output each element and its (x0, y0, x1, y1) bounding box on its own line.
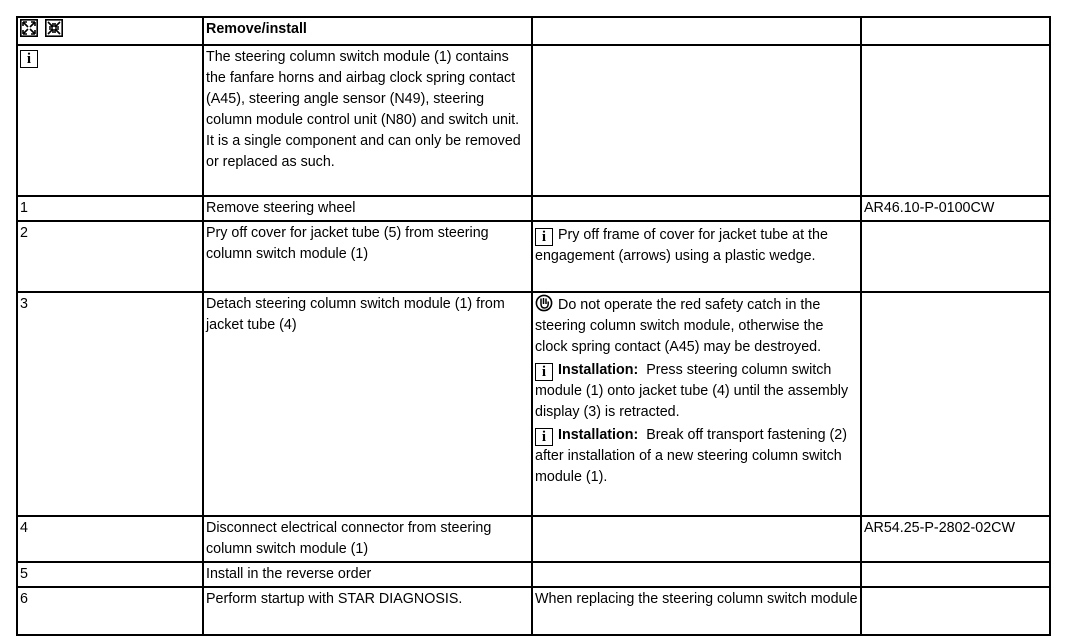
step-reference-link[interactable]: AR46.10-P-0100CW (861, 196, 1050, 221)
installation-text: Press steering column switch module (1) onto jacket tube (4) until the assembly display (3) is retracted. (535, 362, 849, 420)
step-number: 5 (17, 562, 203, 587)
step-notes (532, 292, 861, 516)
header-empty-cell (532, 17, 861, 45)
step-reference-link[interactable]: AR54.25-P-2802-02CW (861, 516, 1050, 562)
step-number: 3 (17, 292, 203, 516)
step-number: 4 (17, 516, 203, 562)
step-reference (861, 292, 1050, 516)
step-action: Detach steering column switch module (1) from jacket tube (4) (203, 292, 532, 516)
header-empty-cell (861, 17, 1050, 45)
intro-text: The steering column switch module (1) contains the fanfare horns and airbag clock spring contact (A45), steering angle sensor (N49), steering column module control unit (N80) and switch unit. It is a single component and can only be removed or replaced as such. (203, 45, 532, 196)
installation-label: Installation: (558, 362, 639, 378)
step-action: Install in the reverse order (203, 562, 532, 587)
header-title: Remove/install (203, 17, 532, 45)
step-note (532, 221, 861, 292)
table-row (17, 562, 1050, 587)
step-action: Pry off cover for jacket tube (5) from steering column switch module (1) (203, 221, 532, 292)
installation-note (535, 360, 858, 423)
info-icon: i (535, 228, 553, 246)
intro-empty-cell (861, 45, 1050, 196)
table-row (17, 587, 1050, 635)
step-action: Remove steering wheel (203, 196, 532, 221)
procedure-table (16, 16, 1051, 636)
step-number: 1 (17, 196, 203, 221)
table-row (17, 196, 1050, 221)
warning-icon (535, 294, 553, 312)
header-icons-cell (17, 17, 203, 45)
warning-note (535, 294, 858, 358)
intro-row (17, 45, 1050, 196)
intro-empty-cell (532, 45, 861, 196)
step-note (532, 516, 861, 562)
installation-text: Break off transport fastening (2) after installation of a new steering column switch module (1). (535, 427, 847, 485)
intro-icon-cell (17, 45, 203, 196)
collapse-icon[interactable] (45, 19, 63, 37)
step-action: Perform startup with STAR DIAGNOSIS. (203, 587, 532, 635)
step-action: Disconnect electrical connector from steering column switch module (1) (203, 516, 532, 562)
installation-note (535, 425, 858, 488)
table-row (17, 292, 1050, 516)
expand-icon[interactable] (20, 19, 38, 37)
warning-text: Do not operate the red safety catch in the steering column switch module, otherwise the clock spring contact (A45) may be destroyed. (535, 297, 824, 355)
table-row (17, 516, 1050, 562)
step-reference (861, 562, 1050, 587)
header-row (17, 17, 1050, 45)
step-reference (861, 587, 1050, 635)
info-icon: i (20, 50, 38, 68)
installation-label: Installation: (558, 427, 639, 443)
step-note (532, 196, 861, 221)
step-note-text: Pry off frame of cover for jacket tube at the engagement (arrows) using a plastic wedge. (535, 227, 828, 264)
step-reference (861, 221, 1050, 292)
step-number: 6 (17, 587, 203, 635)
table-row (17, 221, 1050, 292)
step-number: 2 (17, 221, 203, 292)
step-note (532, 562, 861, 587)
step-note: When replacing the steering column switch module (532, 587, 861, 635)
info-icon: i (535, 363, 553, 381)
info-icon: i (535, 428, 553, 446)
